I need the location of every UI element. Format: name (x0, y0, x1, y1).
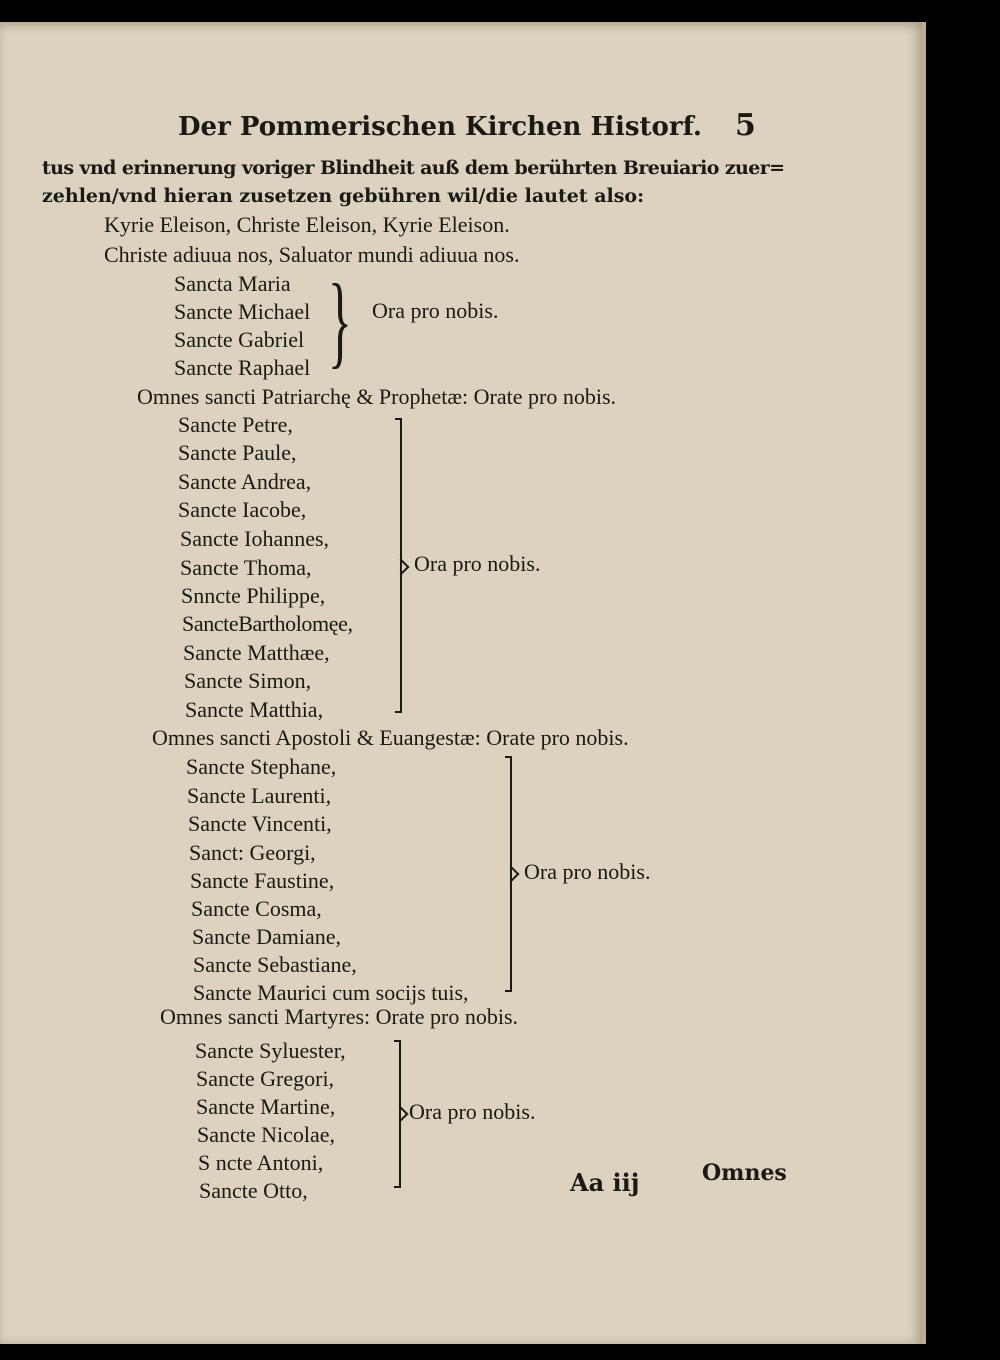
saint-line: Sancte Otto, (199, 1178, 308, 1203)
page-edge (922, 22, 926, 1344)
saint-line: Sanct: Georgi, (189, 840, 316, 865)
omnes-martyrs: Omnes sancti Martyres: Orate pro nobis. (160, 1004, 519, 1029)
saint-line: Sancte Matthæe, (183, 640, 330, 665)
saint-line: S ncte Antoni, (198, 1150, 324, 1175)
saint-line: Sancte Faustine, (190, 868, 335, 893)
saint-line: Sancte Iohannes, (180, 526, 330, 551)
saint-line: Sancte Gabriel (174, 327, 305, 352)
response-4: Ora pro nobis. (409, 1099, 536, 1124)
response-2: Ora pro nobis. (414, 551, 541, 576)
saint-line: Sancte Laurenti, (187, 783, 332, 808)
omnes-apostles: Omnes sancti Apostoli & Euangestæ: Orate pro nobis. (152, 725, 629, 750)
saint-line: Sancte Syluester, (195, 1038, 346, 1063)
catchword: Omnes (702, 1160, 787, 1186)
omnes-patriarchs: Omnes sancti Patriarchę & Prophetæ: Orate pro nobis. (137, 384, 617, 409)
saint-line: Snncte Philippe, (181, 583, 326, 608)
saint-line: Sancte Martine, (196, 1094, 336, 1119)
saint-line: Sancte Stephane, (186, 754, 337, 779)
saint-line: Sancta Maria (174, 271, 291, 296)
intro-line-1: tus vnd erinnerung voriger Blindheit auß dem berührten Breuiario zuer= (42, 157, 785, 179)
saint-line: Sancte Matthia, (185, 697, 324, 722)
page-number: 5 (735, 108, 756, 143)
saint-line: Sancte Damiane, (192, 924, 342, 949)
saint-line: Sancte Raphael (174, 355, 311, 380)
saint-line: Sancte Iacobe, (178, 497, 307, 522)
intro-line-2: zehlen/vnd hieran zusetzen gebühren wil/die lautet also: (42, 185, 645, 207)
saint-line: Sancte Sebastiane, (193, 952, 357, 977)
saint-line: Sancte Andrea, (178, 469, 312, 494)
saint-line: Sancte Vincenti, (188, 811, 332, 836)
response-1: Ora pro nobis. (372, 298, 499, 323)
saint-line: Sancte Michael (174, 299, 311, 324)
running-title: Der Pommerischen Kirchen Historf. (178, 112, 702, 142)
christe-line: Christe adiuua nos, Saluator mundi adiuua nos. (104, 242, 520, 267)
response-3: Ora pro nobis. (524, 859, 651, 884)
saint-line: Sancte Paule, (178, 440, 297, 465)
saint-line: Sancte Petre, (178, 412, 293, 437)
signature-mark: Aa iij (570, 1168, 640, 1197)
saint-line: Sancte Simon, (184, 668, 312, 693)
saint-line: Sancte Gregori, (196, 1066, 335, 1091)
brace-1: } (328, 264, 352, 379)
kyrie-line: Kyrie Eleison, Christe Eleison, Kyrie Eleison. (104, 212, 510, 237)
saint-line: SancteBartholomęe, (182, 611, 353, 636)
saint-line: Sancte Nicolae, (197, 1122, 336, 1147)
saint-line: Sancte Thoma, (180, 555, 312, 580)
saint-line: Sancte Maurici cum socijs tuis, (193, 980, 469, 1005)
saint-line: Sancte Cosma, (191, 896, 322, 921)
